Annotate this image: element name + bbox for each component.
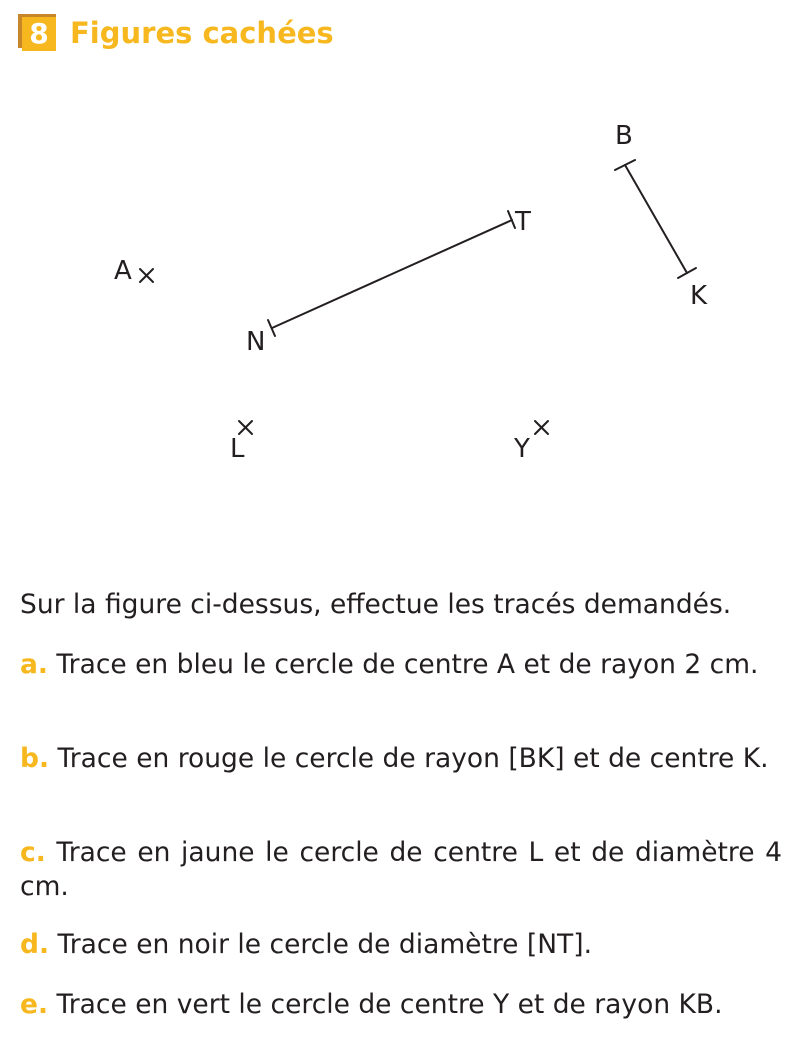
label-n: N [246,327,266,357]
question-letter: d. [20,929,50,960]
question-text: Trace en noir le cercle de diamètre [NT]. [57,929,592,960]
label-b: B [615,121,633,151]
exercise-title: Figures cachées [70,16,334,50]
cross-a [140,269,153,282]
question-a [20,648,782,682]
label-l: L [230,434,245,464]
question-letter: a. [20,649,48,680]
question-c [20,836,782,904]
segment-bk [625,165,687,273]
question-text: Trace en rouge le cercle de rayon [BK] et de centre K. [57,743,769,774]
question-e [20,988,782,1022]
tick-t [508,211,515,228]
label-a: A [114,256,132,286]
instruction-text: Sur la figure ci-dessus, effectue les tracés demandés. [20,589,732,620]
cross-y [535,421,548,434]
question-text: Trace en bleu le cercle de centre A et de rayon 2 cm. [56,649,759,680]
tick-b [615,160,635,170]
question-d [20,928,782,962]
label-t: T [515,207,531,237]
question-letter: b. [20,743,50,774]
question-b [20,742,782,776]
label-k: K [690,281,708,311]
question-text: Trace en jaune le cercle de centre L et de diamètre 4 cm. [20,837,782,902]
tick-k [678,268,696,278]
question-letter: c. [20,837,46,868]
label-y: Y [514,434,530,464]
question-letter: e. [20,989,49,1020]
segment-nt [272,220,512,328]
question-text: Trace en vert le cercle de centre Y et de rayon KB. [56,989,723,1020]
cross-l [239,421,252,434]
exercise-number-badge: 8 [22,17,56,51]
